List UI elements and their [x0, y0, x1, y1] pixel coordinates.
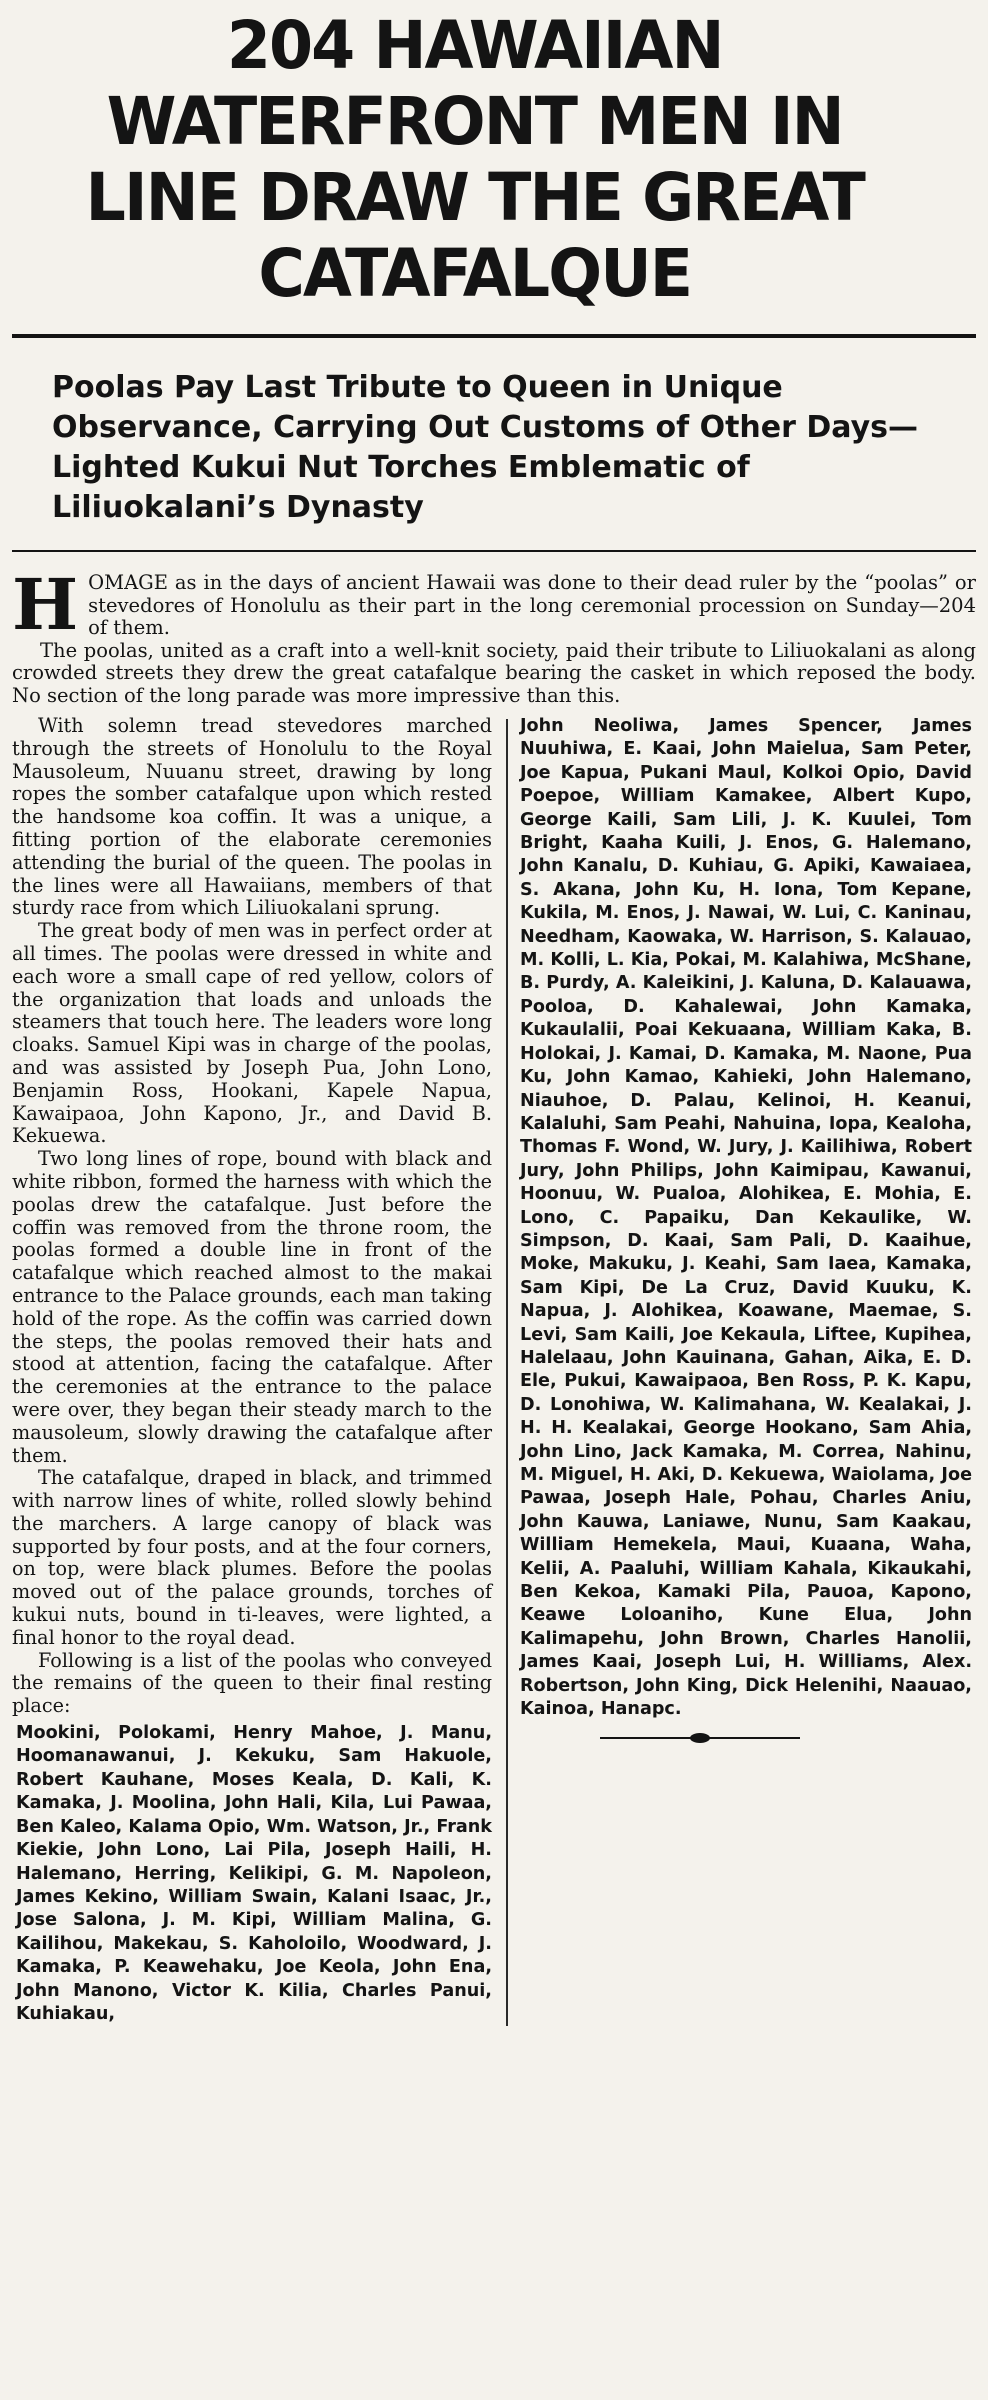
lead-paragraph-1: [12, 563, 976, 646]
body-columns: [12, 715, 976, 2026]
subheadline-deck: Poolas Pay Last Tribute to Queen in Unique Observance, Carrying Out Customs of Other Days—Lighted Kukui Nut Torches Emblematic of Liliuokalani’s Dynasty: [52, 370, 918, 525]
body-paragraph-4: The catafalque, draped in black, and trimmed with narrow lines of white, rolled slowly behind the marchers. A large canopy of black was supported by four posts, and at the four corners, on top, were black plumes. Before the poolas moved out of the palace grounds, torches of kukui nuts, bound in ti-leaves, were lighted, a final honor to the royal dead.: [12, 1466, 492, 1649]
left-column: [12, 715, 506, 2026]
drop-cap: H: [12, 563, 79, 646]
headline-line-2: LINE DRAW THE GREAT CATAFALQUE: [85, 159, 864, 312]
body-paragraph-3: Two long lines of rope, bound with black and white ribbon, formed the harness with which the poolas drew the catafalque. Just before the coffin was removed from the throne room, the poolas formed a double line in front of the catafalque which reached almost to the makai entrance to the Palace grounds, each man taking hold of the rope. As the coffin was carried down the steps, the poolas removed their hats and stood at attention, facing the catafalque. After the ceremonies at the entrance to the palace were over, they began their steady march to the mausoleum, slowly drawing the catafalque after them.: [12, 1147, 492, 1467]
deck-rule: [12, 550, 976, 552]
headline-line-1: 204 HAWAIIAN WATERFRONT MEN IN: [106, 7, 843, 160]
names-list-left: Mookini, Polokami, Henry Mahoe, J. Manu, Hoomanawanui, J. Kekuku, Sam Hakuole, Robert Kauhane, Moses Keala, D. Kali, K. Kamaka, J. Moolina, John Hali, Kila, Lui Pawaa, Ben Kaleo, Kalama Opio, Wm. Watson, Jr., Frank Kiekie, John Lono, Lai Pila, Joseph Haili, H. Halemano, Herring, Kelikipi, G. M. Napoleon, James Kekino, William Swain, Kalani Isaac, Jr., Jose Salona, J. M. Kipi, William Malina, G. Kailihou, Makekau, S. Kaholoilo, Woodward, J. Kamaka, P. Keawehaku, Joe Keola, John Ena, John Manono, Victor K. Kilia, Charles Panui, Kuhiakau,: [16, 1723, 492, 2024]
newspaper-article: [12, 8, 976, 2026]
names-list-right: John Neoliwa, James Spencer, James Nuuhiwa, E. Kaai, John Maielua, Sam Peter, Joe Kapua, Pukani Maul, Kolkoi Opio, David Poepoe, William Kamakee, Albert Kupo, George Kaili, Sam Lili, J. K. Kuulei, Tom Bright, Kaaha Kuili, J. Enos, G. Halemano, John Kanalu, D. Kuhiau, G. Apiki, Kawaiaea, S. Akana, John Ku, H. Iona, Tom Kepane, Kukila, M. Enos, J. Nawai, W. Lui, C. Kaninau, Needham, Kaowaka, W. Harrison, S. Kalauao, M. Kolli, L. Kia, Pokai, M. Kalahiwa, McShane, B. Purdy, A. Kaleikini, J. Kaluna, D. Kalauawa, Pooloa, D. Kahalewai, John Kamaka, Kukaulalii, Poai Kekuaana, William Kaka, B. Holokai, J. Kamai, D. Kamaka, M. Naone, Pua Ku, John Kamao, Kahieki, John Halemano, Niauhoe, D. Palau, Kelinoi, H. Keanui, Kalaluhi, Sam Peahi, Nahuina, Iopa, Kealoha, Thomas F. Wond, W. Jury, J. Kailihiwa, Robert Jury, John Philips, John Kaimipau, Kawanui, Hoonuu, W. Pualoa, Alohikea, E. Mohia, E. Lono, C. Papaiku, Dan Kekaulike, W. Simpson, D. Kaai, Sam Pali, D. Kaaihue, Moke, Makuku, J. Keahi, Sam Iaea, Kamaka, Sam Kipi, De La Cruz, David Kuuku, K. Napua, J. Alohikea, Koawane, Maemae, S. Levi, Sam Kaili, Joe Kekaula, Liftee, Kupihea, Halelaau, John Kauinana, Gahan, Aika, E. D. Ele, Pukui, Kawaipaoa, Ben Ross, P. K. Kapu, D. Lonohiwa, W. Kalimahana, W. Kealakai, J. H. H. Kealakai, George Hookano, Sam Ahia, John Lino, Jack Kamaka, M. Correa, Nahinu, M. Miguel, H. Aki, D. Kekuewa, Waiolama, Joe Pawaa, Joseph Hale, Pohau, Charles Aniu, John Kauwa, Laniawe, Nunu, Sam Kaakau, William Hemekela, Maui, Kuaana, Waha, Kelii, A. Paaluhi, William Kahala, Kikaukahi, Ben Kekoa, Kamaki Pila, Pauoa, Kapono, Keawe Loloaniho, Kune Elua, John Kalimapehu, John Brown, Charles Hanolii, James Kaai, Joseph Lui, H. Williams, Alex. Robertson, John King, Dick Helenihi, Naauao, Kainoa, Hanapc.: [520, 716, 972, 1720]
lead-paragraph-1-text: OMAGE as in the days of ancient Hawaii was done to their dead ruler by the “poolas” or stevedores of Honolulu as their part in the long ceremonial procession on Sunday—204 of them.: [88, 571, 976, 639]
ornament-dot: [690, 1733, 710, 1743]
headline-rule: [12, 334, 976, 338]
lead-paragraphs: [12, 563, 976, 707]
right-column: [508, 715, 972, 2026]
body-paragraph-1: With solemn tread stevedores marched through the streets of Honolulu to the Royal Mausoleum, Nuuanu street, drawing by long ropes the somber catafalque upon which rested the handsome koa coffin. It was a unique, a fitting portion of the elaborate ceremonies attending the burial of the queen. The poolas in the lines were all Hawaiians, members of that sturdy race from which Liliuokalani sprung.: [12, 714, 492, 920]
body-paragraph-2: The great body of men was in perfect order at all times. The poolas were dressed in white and each wore a small cape of red yellow, colors of the organization that loads and unloads the steamers that touch here. The leaders wore long cloaks. Samuel Kipi was in charge of the poolas, and was assisted by Joseph Pua, John Lono, Benjamin Ross, Hookani, Kapele Napua, Kawaipaoa, John Kapono, Jr., and David B. Kekuewa.: [12, 919, 492, 1148]
headline: [12, 8, 937, 312]
body-paragraph-5: Following is a list of the poolas who conveyed the remains of the queen to their final resting place:: [12, 1648, 492, 1718]
lead-paragraph-2: The poolas, united as a craft into a well-knit society, paid their tribute to Liliuokalani as along crowded streets they drew the great catafalque bearing the casket in which reposed the body. No section of the long parade was more impressive than this.: [12, 638, 976, 707]
end-ornament: [600, 1733, 800, 1743]
